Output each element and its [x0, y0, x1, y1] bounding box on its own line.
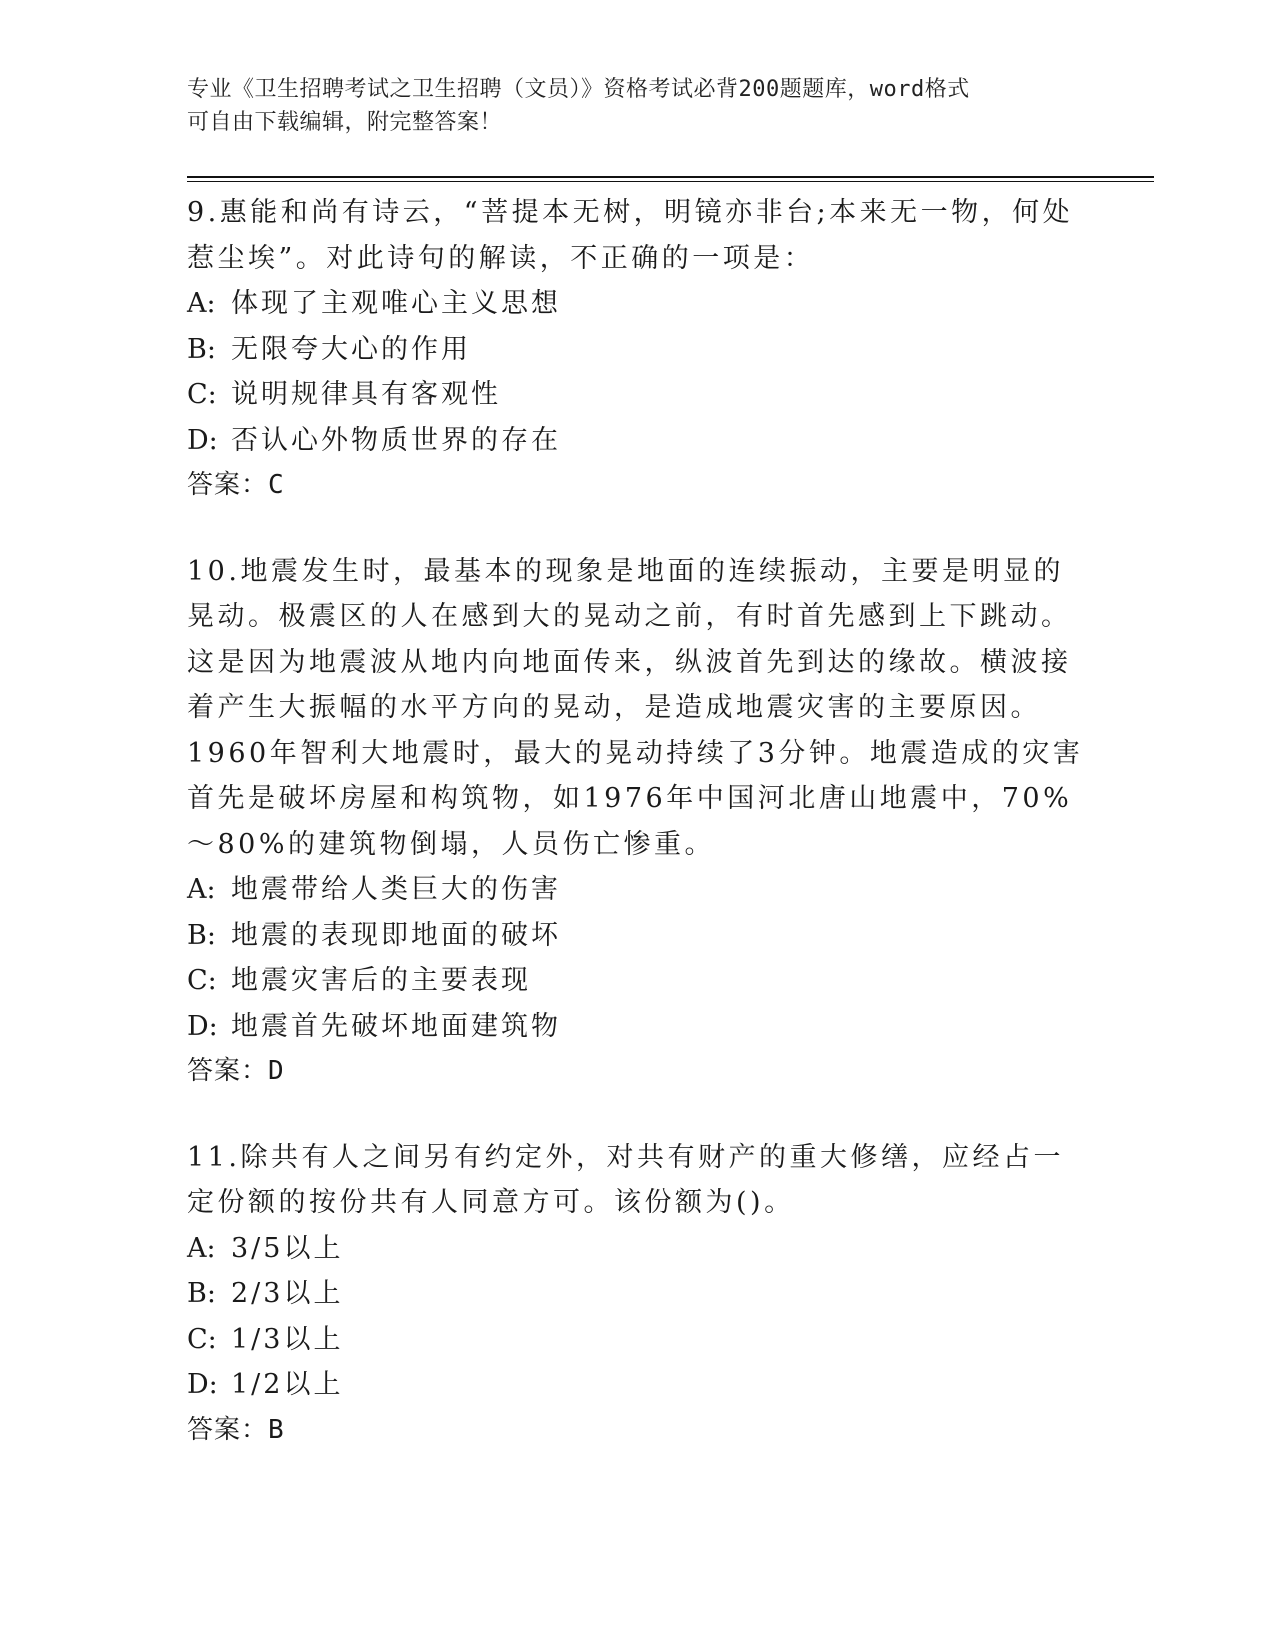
option-text: 否认心外物质世界的存在 [231, 424, 561, 456]
option-key: A: [187, 874, 216, 905]
option-key: D: [187, 424, 218, 456]
option-text: 2/3以上 [231, 1278, 344, 1309]
question-list [187, 190, 1087, 1493]
answer-line: 答案：C [187, 470, 285, 500]
question-9 [187, 190, 1087, 509]
option-text: 3/5以上 [231, 1232, 344, 1264]
option-b [187, 1271, 1087, 1317]
option-a [187, 1226, 1087, 1272]
option-c [187, 372, 1087, 418]
option-d [187, 1362, 1087, 1408]
option-c [187, 1317, 1087, 1363]
option-text: 地震首先破坏地面建筑物 [231, 1010, 561, 1042]
header-line-2: 可自由下载编辑，附完整答案！ [187, 110, 503, 135]
option-key: B: [187, 919, 216, 951]
option-key: C: [187, 1323, 217, 1355]
option-key: D: [187, 1369, 218, 1400]
option-key: D: [187, 1010, 218, 1042]
option-a [187, 281, 1087, 327]
option-b [187, 913, 1087, 959]
answer-line: 答案：D [187, 1056, 285, 1086]
option-text: 无限夸大心的作用 [231, 333, 471, 365]
option-d [187, 418, 1087, 464]
option-text: 体现了主观唯心主义思想 [231, 288, 561, 319]
header-divider-thick [187, 176, 1154, 178]
question-text: 11.除共有人之间另有约定外，对共有财产的重大修缮，应经占一定份额的按份共有人同意方可。该份额为()。 [187, 1141, 1064, 1218]
option-key: B: [187, 1278, 216, 1309]
option-text: 1/3以上 [231, 1323, 344, 1355]
option-c [187, 958, 1087, 1004]
option-a [187, 867, 1087, 913]
option-b [187, 327, 1087, 373]
question-11 [187, 1135, 1087, 1454]
option-key: A: [187, 288, 216, 319]
header-line-1: 专业《卫生招聘考试之卫生招聘（文员）》资格考试必背200题题库，word格式 [187, 77, 970, 102]
option-text: 地震带给人类巨大的伤害 [231, 874, 561, 905]
option-text: 地震灾害后的主要表现 [231, 965, 531, 996]
answer-line: 答案：B [187, 1414, 285, 1445]
question-text: 9.惠能和尚有诗云，“菩提本无树，明镜亦非台;本来无一物，何处惹尘埃”。对此诗句的解读，不正确的一项是： [187, 197, 1074, 274]
question-text: 10.地震发生时，最基本的现象是地面的连续振动，主要是明显的晃动。极震区的人在感到大的晃动之前，有时首先感到上下跳动。这是因为地震波从地内向地面传来，纵波首先到达的缘故。横波接着产生大振幅的水平方向的晃动，是造成地震灾害的主要原因。1960年智利大地震时，最大的晃动持续了3分钟。地震造成的灾害首先是破坏房屋和构筑物，如1976年中国河北唐山地震中，70%～80%的建筑物倒塌，人员伤亡惨重。 [187, 555, 1084, 860]
option-d [187, 1004, 1087, 1050]
option-text: 1/2以上 [231, 1369, 344, 1400]
option-key: B: [187, 333, 216, 365]
document-header [187, 73, 1067, 139]
header-divider-thin [187, 181, 1154, 182]
option-key: C: [187, 965, 217, 996]
option-key: C: [187, 379, 217, 410]
option-text: 地震的表现即地面的破坏 [231, 919, 561, 951]
option-text: 说明规律具有客观性 [231, 379, 501, 410]
question-10 [187, 549, 1087, 1095]
option-key: A: [187, 1232, 216, 1264]
